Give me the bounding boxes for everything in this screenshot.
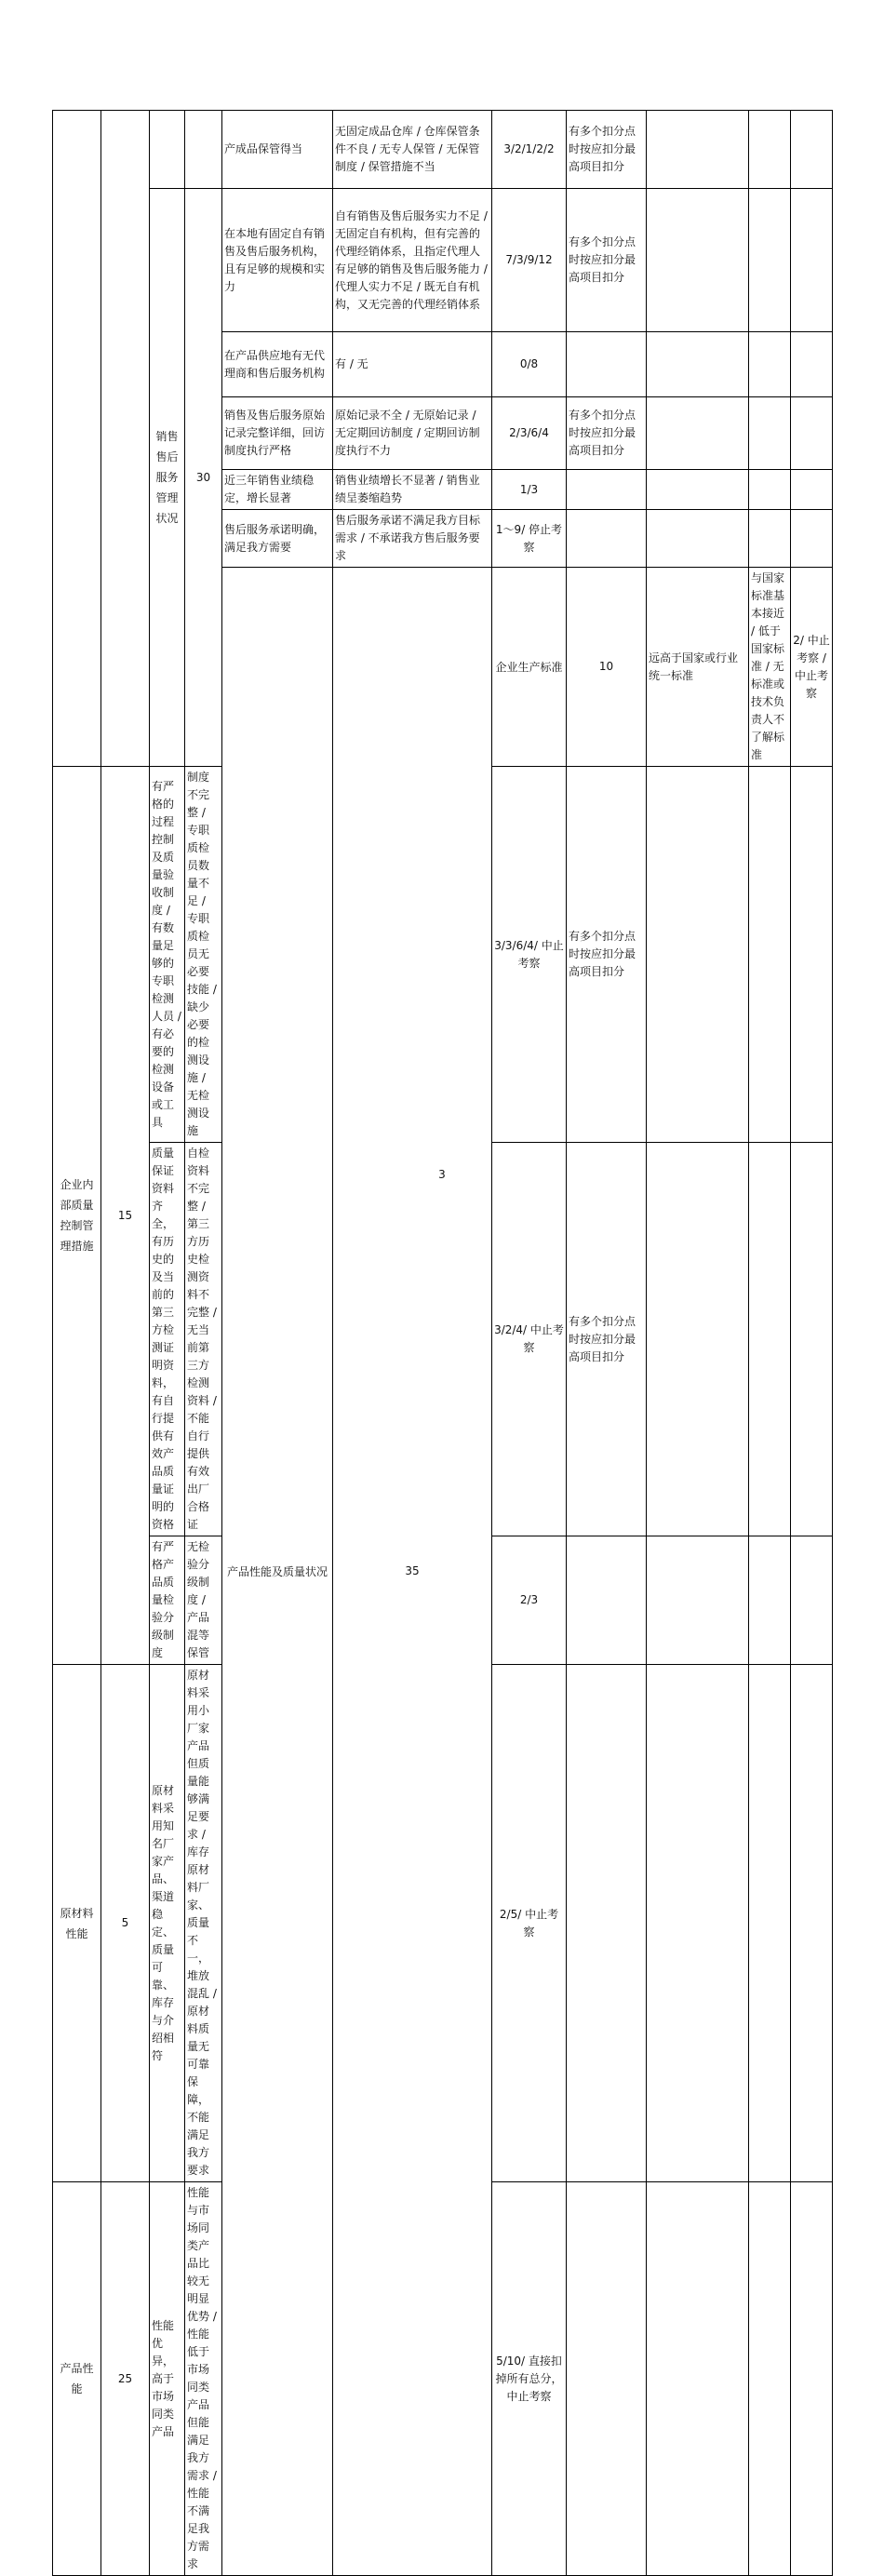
points-cell: 3/2/1/2/2 [492,111,567,189]
subcategory-sales-score: 30 [185,189,222,767]
blank-cell [791,1665,833,2182]
blank-cell [791,189,833,332]
criterion-cell: 质量保证资料齐全，有历史的及当前的第三方检测证明资料，有自行提供有效产品质量证明的资格 [150,1143,185,1536]
note-cell: 有多个扣分点时按应扣分最高项目扣分 [567,1143,647,1536]
deduction-cell: 原材料采用小厂家产品但质量能够满足要求 / 库存原材料厂家、质量不一，堆放混乱 / 原材料质量无可靠保障，不能满足我方要求 [185,1665,222,2182]
blank-cell [791,767,833,1143]
note-cell [567,470,647,510]
blank-cell [647,111,749,189]
points-cell: 5/10/ 直接扣掉所有总分，中止考察 [492,2182,567,2576]
blank-cell [749,332,791,397]
criterion-cell: 近三年销售业绩稳定，增长显著 [222,470,333,510]
note-cell [567,1536,647,1665]
note-cell: 有多个扣分点时按应扣分最高项目扣分 [567,767,647,1143]
points-cell: 0/8 [492,332,567,397]
row-local-service [53,189,833,332]
points-cell: 2/ 中止考察 / 中止考察 [791,568,833,767]
points-cell: 2/3/6/4 [492,397,567,470]
deduction-cell: 自有销售及售后服务实力不足 / 无固定自有机构，但有完善的代理经销体系，且指定代理人有足够的销售及售后服务能力 / 代理人实力不足 / 既无自有机构，又无完善的代理经销体系 [333,189,492,332]
blank-cell [647,1536,749,1665]
blank-cell [791,1536,833,1665]
blank-cell [749,1536,791,1665]
blank-cell [749,767,791,1143]
blank-cell [647,1143,749,1536]
note-cell: 有多个扣分点时按应扣分最高项目扣分 [567,111,647,189]
points-cell: 7/3/9/12 [492,189,567,332]
points-cell: 1/3 [492,470,567,510]
subcategory-product-perf: 产品性能 [53,2182,101,2576]
subcategory-sales-service: 销售售后服务管理状况 [150,189,185,767]
criterion-cell: 性能优异，高于市场同类产品 [150,2182,185,2576]
criterion-cell: 销售及售后服务原始记录完整详细，回访制度执行严格 [222,397,333,470]
deduction-cell: 有 / 无 [333,332,492,397]
blank-cell [647,397,749,470]
criterion-cell: 产成品保管得当 [222,111,333,189]
note-cell [567,2182,647,2576]
category-product-quality: 产品性能及质量状况 [222,568,333,2576]
category-product-score: 35 [333,568,492,2576]
subcategory-cell [150,111,185,189]
points-cell: 2/3 [492,1536,567,1665]
subcategory-product-perf-score: 25 [101,2182,150,2576]
criterion-cell: 有严格的过程控制及质量验收制度 / 有数量足够的专职检测人员 / 有必要的检测设备或工具 [150,767,185,1143]
deduction-cell: 无检验分级制度 / 产品混等保管 [185,1536,222,1665]
criterion-cell: 在本地有固定自有销售及售后服务机构，且有足够的规模和实力 [222,189,333,332]
points-cell: 2/5/ 中止考察 [492,1665,567,2182]
blank-cell [791,332,833,397]
note-cell [567,510,647,568]
blank-cell [749,510,791,568]
page-number: 3 [438,1168,446,1181]
blank-cell [647,767,749,1143]
criterion-cell: 售后服务承诺明确，满足我方需要 [222,510,333,568]
category-score-cell [101,111,150,767]
deduction-cell: 制度不完整 / 专职质检员数量不足 / 专职质检员无必要技能 / 缺少必要的检测设施 / 无检测设施 [185,767,222,1143]
note-cell: 有多个扣分点时按应扣分最高项目扣分 [567,189,647,332]
blank-cell [749,397,791,470]
criterion-cell: 有严格产品质量检验分级制度 [150,1536,185,1665]
blank-cell [647,470,749,510]
blank-cell [647,189,749,332]
blank-cell [749,470,791,510]
row-storage [53,111,833,189]
note-cell: 有多个扣分点时按应扣分最高项目扣分 [567,397,647,470]
criterion-cell: 远高于国家或行业统一标准 [647,568,749,767]
blank-cell [749,111,791,189]
deduction-cell: 与国家标准基本接近 / 低于国家标准 / 无标准或技术负责人不了解标准 [749,568,791,767]
note-cell [567,332,647,397]
blank-cell [791,510,833,568]
deduction-cell: 原始记录不全 / 无原始记录 / 无定期回访制度 / 定期回访制度执行不力 [333,397,492,470]
evaluation-table [52,110,833,2576]
subcategory-score-cell [185,111,222,189]
subcategory-quality-control-score: 15 [101,767,150,1665]
deduction-cell: 自检资料不完整 / 第三方历史检测资料不完整 / 无当前第三方检测资料 / 不能自行提供有效出厂合格证 [185,1143,222,1536]
blank-cell [791,2182,833,2576]
note-cell [567,1665,647,2182]
blank-cell [791,1143,833,1536]
deduction-cell: 无固定成品仓库 / 仓库保管条件不良 / 无专人保管 / 无保管制度 / 保管措施不当 [333,111,492,189]
points-cell: 3/3/6/4/ 中止考察 [492,767,567,1143]
blank-cell [791,397,833,470]
blank-cell [749,189,791,332]
category-cell [53,111,101,767]
blank-cell [647,510,749,568]
subcategory-materials-score: 5 [101,1665,150,2182]
blank-cell [749,2182,791,2576]
blank-cell [647,1665,749,2182]
blank-cell [647,2182,749,2576]
deduction-cell: 销售业绩增长不显著 / 销售业绩呈萎缩趋势 [333,470,492,510]
subcategory-standard: 企业生产标准 [492,568,567,767]
blank-cell [791,111,833,189]
deduction-cell: 性能与市场同类产品比较无明显优势 / 性能低于市场同类产品但能满足我方需求 / 性能不满足我方需求 [185,2182,222,2576]
subcategory-standard-score: 10 [567,568,647,767]
subcategory-quality-control: 企业内部质量控制管理措施 [53,767,101,1665]
subcategory-materials: 原材料性能 [53,1665,101,2182]
blank-cell [749,1143,791,1536]
criterion-cell: 在产品供应地有无代理商和售后服务机构 [222,332,333,397]
criterion-cell: 原材料采用知名厂家产品、渠道稳定、质量可靠、库存与介绍相符 [150,1665,185,2182]
blank-cell [791,470,833,510]
deduction-cell: 售后服务承诺不满足我方目标需求 / 不承诺我方售后服务要求 [333,510,492,568]
blank-cell [749,1665,791,2182]
points-cell: 3/2/4/ 中止考察 [492,1143,567,1536]
blank-cell [647,332,749,397]
points-cell: 1～9/ 停止考察 [492,510,567,568]
